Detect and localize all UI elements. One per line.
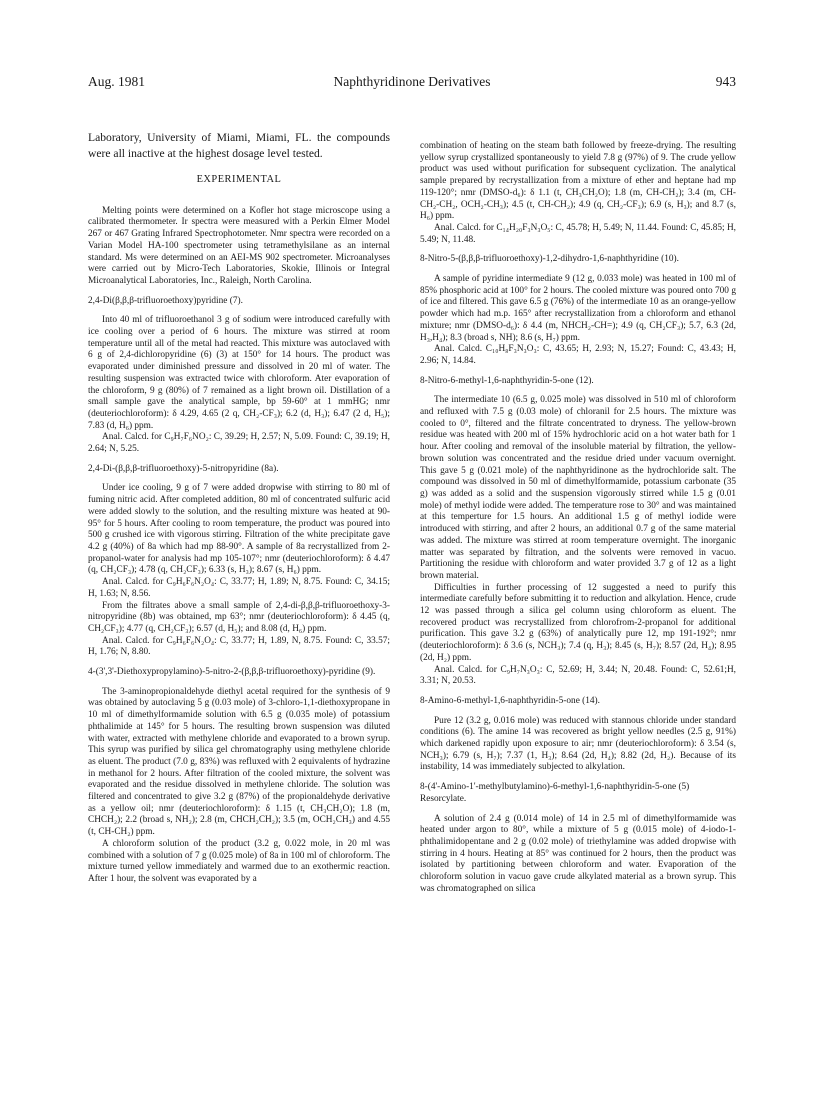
section-heading-experimental: EXPERIMENTAL	[196, 174, 282, 185]
compound-title-9: 4-(3',3'-Diethoxypropylamino)-5-nitro-2-(β,β,β-trifluoroethoxy)-pyridine (9).	[88, 667, 376, 678]
paragraph-compound-12-purification: Difficulties in further processing of 12 suggested a need to purify this intermediate carefully before submitting it to reduction and alkylation. Hence, crude 12 was passed through a silica gel column using chloroform as eluent. The recovered product was recrystallized from chlorofrom-2-propanol for additional purification. This gave 3.2 g (63%) of analytically pure 12, mp 191-192°; nmr (deuteriochloroform): δ 3.6 (s, NCH₃); 7.4 (q, H₃); 8.45 (s, H₇); 8.57 (2d, H₄); 8.95 (2d, H₂) ppm.	[420, 582, 736, 663]
header-page-number: 943	[715, 74, 736, 89]
paragraph-compound-9-continued: A chloroform solution of the product (3.2 g, 0.022 mole, in 20 ml was combined with a solution of 7 g (0.025 mole) of 8a in 100 ml of chloroform. The mixture turned yellow immediately and warmed due to an exothermic reaction. After 1 hour, the solvent was evaporated by a	[88, 838, 390, 884]
paragraph-compound-12: The intermediate 10 (6.5 g, 0.025 mole) was dissolved in 510 ml of chloroform and refluxed with 7.5 g (0.03 mole) of chloranil for 2.5 hours. The mixture was cooled to 0°, filtered and the filtrate concentrated to dryness. The yellow-brown residue was heated with 200 ml of 15% hydrochloric acid on a hot water bath for 1 hour. After cooling and removal of the insoluble material by filtration, the yellow-brown solution was concentrated and the residue dried under vacuum overnight. This gave 5 g (0.021 mole) of the naphthyridinone as the hydrochloride salt. The compound was dissolved in 50 ml of dimethylformamide, potassium carbonate (35 g) was added as a solid and the suspension vigorously stirred while 1.5 g (0.01 mole) of methyl iodide were added. The temperature rose to 30° and was maintained at this temperture for 1.5 hours. An additional 1.5 g of methyl iodide were introduced with stirring, and after 2 hours, an additional 0.7 g of the same material was added. The mixture was stirred at room temperature overnight. The inorganic matter was separated by filtration, and the solvents were removed in vacuo. Partitioning the residue with chloroform and water provided 3.7 g of 12 as a light brown material.	[420, 395, 736, 581]
analysis-compound-8a: Anal. Calcd. for C₉H₆F₆N₂O₄: C, 33.77; H, 1.89; N, 8.75. Found: C, 34.15; H, 1.63; N, 8.56.	[88, 577, 390, 599]
compound-title-12: 8-Nitro-6-methyl-1,6-naphthyridin-5-one (12).	[420, 375, 594, 386]
header-date: Aug. 1981	[88, 74, 145, 89]
analysis-compound-8b: Anal. Calcd. for C₉H₆F₆N₂O₄: C, 33.77; H, 1.89, N, 8.75. Found: C, 33.57; H, 1.76; N, 8.80.	[88, 635, 390, 658]
analysis-compound-9: Anal. Calcd. for C₁₄H₂₀F₃N₃O₅: C, 45.78; H, 5.49; N, 11.44. Found: C, 45.85; H, 5.49; N, 11.48.	[420, 222, 736, 245]
paragraph-compound-10: A sample of pyridine intermediate 9 (12 g, 0.033 mole) was heated in 100 ml of 85% phosphoric acid at 100° for 2 hours. The cooled mixture was poured onto 700 g of ice and filtered. This gave 6.5 g (76%) of the intermediate 10 as an orange-yellow powder which had m.p. 165° after recrystallization from a chloroform and ethanol mixture; nmr (DMSO-d₆): δ 4.4 (m, NHCH₂-CH=); 4.9 (q, CH₂CF₃); 5.7, 6.3 (2d, H₃,H₄); 8.3 (broad s, NH); 8.6 (s, H₇) ppm.	[420, 274, 736, 343]
compound-title-7: 2,4-Di(β,β,β-trifluoroethoxy)pyridine (7).	[88, 295, 243, 306]
analysis-compound-7: Anal. Calcd. for C₉H₇F₆NO₂: C, 39.29; H, 2.57; N, 5.09. Found: C, 39.19; H, 2.64; N, 5.25.	[88, 432, 390, 455]
header-journal-title: Naphthyridinone Derivatives	[333, 74, 491, 89]
paragraph-methods: Melting points were determined on a Kofler hot stage microscope using a calibrated thermometer. Ir spectra were measured with a Perkin Elmer Model 267 or 467 Grating Infrared Spectrophotometer. Nmr spectra were recorded on a Varian Model HA-100 spectrometer using tetramethylsilane as an internal standard. Ms were determined on an AEI-MS 902 spectrometer. Microanalyses were carried out by Micro-Tech Laboratories, Skokie, Illinois or Integral Microanalytical Laboratories, Inc., Raleigh, North Carolina.	[88, 205, 390, 286]
paragraph-compound-9: The 3-aminopropionaldehyde diethyl acetal required for the synthesis of 9 was obtained by autoclaving 5 g (0.03 mole) of 3-chloro-1,1-diethoxypropane in 10 ml of dimethylformamide solution with 6.5 g (0.035 mole) of potassium phthalimide at 145° for 5 hours. The resulting brown suspension was diluted with water, extracted with methylene chloride and evaporated to a brown syrup. This syrup was purified by silica gel chromatography using methylene chloride as eluent. The product (7.0 g, 83%) was refluxed with 2 equivalents of hydrazine in methanol for 2 hours. After filtration of the cooled mixture, the solvent was evaporated and the residue dissolved in methylene chloride. The solution was filtered and concentrated to give 3.2 g (87%) of the propionaldehyde derivative as a yellow oil; nmr (deuteriochloroform): δ 1.15 (t, CH₃CH₂O); 1.8 (m, CHCH₂); 2.2 (broad s, NH₂); 2.8 (m, CHCH₂CH₂); 3.5 (m, OCH₂CH₃) and 4.55 (t, CH-CH₂) ppm.	[88, 686, 390, 838]
compound-title-5: 8-(4'-Amino-1'-methylbutylamino)-6-methyl-1,6-naphthyridin-5-one (5) Resorcylate.	[420, 782, 690, 804]
compound-title-10: 8-Nitro-5-(β,β,β-trifluoroethoxy)-1,2-dihydro-1,6-naphthyridine (10).	[420, 254, 679, 265]
compound-title-8a: 2,4-Di-(β,β,β-trifluoroethoxy)-5-nitropyridine (8a).	[88, 463, 279, 474]
right-column	[420, 141, 736, 895]
paragraph-compound-9-end: combination of heating on the steam bath followed by freeze-drying. The resulting yellow syrup crystallized spontaneously to yield 7.8 g (97%) of 9. The crude yellow product was used without purification for subsequent cyclization. The analytical sample prepared by recrystallization from a mixture of ether and heptane had mp 119-120°; nmr (DMSO-d₆): δ 1.1 (t, CH₃CH₂O); 1.8 (m, CH-CH₂); 3.4 (m, CH-CH₂-CH₂, OCH₂-CH₃); 4.5 (t, CH-CH₂); 4.9 (q, CH₂-CF₃); 6.9 (s, H₃); and 8.7 (s, H₆) ppm.	[420, 141, 736, 222]
analysis-compound-10: Anal. Calcd. C₁₀H₈F₃N₃O₃: C, 43.65; H, 2.93; N, 15.27; Found: C, 43.43; H, 2.96; N, 14.84.	[420, 344, 736, 366]
running-header	[88, 74, 736, 92]
paragraph-compound-8a: Under ice cooling, 9 g of 7 were added dropwise with stirring to 80 ml of fuming nitric acid. After completed addition, 80 ml of concentrated sulfuric acid were added slowly to the solution, and the resulting mixture was heated at 90-95° for 5 hours. After cooling to room temperature, the product was poured into 500 g crushed ice with vigorous stirring. Filtration of the white precipitate gave 4.2 g (40%) of 8a which had mp 88-90°. A sample of 8a recrystallized from 2-propanol-water for analysis had mp 105-107°; nmr (deuteriochloroform): δ 4.47 (q, CH₂CF₃); 4.78 (q, CH₂CF₃); 6.33 (s, H₃); 8.67 (s, H₆) ppm.	[88, 483, 390, 576]
paragraph-compound-14: Pure 12 (3.2 g, 0.016 mole) was reduced with stannous chloride under standard conditions (6). The amine 14 was recovered as bright yellow needles (2.5 g, 91%) which darkened rapidly upon exposure to air; nmr (deuteriochloroform): δ 3.54 (s, NCH₃); 6.79 (s, H₇); 7.37 (1, H₃); 8.64 (2d, H₄); 8.82 (2d, H₂). Because of its instability, 14 was immediately subjected to alkylation.	[420, 715, 736, 773]
left-column	[88, 130, 390, 886]
compound-title-14: 8-Amino-6-methyl-1,6-naphthyridin-5-one (14).	[420, 695, 600, 706]
analysis-compound-12: Anal. Calcd. for C₉H₇N₃O₃: C, 52.69; H, 3.44; N, 20.48. Found: C, 52.61;H, 3.31; N, 20.53.	[420, 664, 736, 687]
paragraph-compound-7: Into 40 ml of trifluoroethanol 3 g of sodium were introduced carefully with ice cooling over a period of 6 hours. The mixture was stirred at room temperature until all of the metal had reacted. This mixture was autoclaved with 6 g of 2,4-dichloropyridine (6) (3) at 150° for 14 hours. The product was evaporated under diminished pressure and dissolved in 20 ml of water. The resulting suspension was extracted twice with chloroform. Ater evaporation of the chloroform, 9 g (80%) of 7 remained as a light brown oil. Distillation of a small sample gave the analytical sample, bp 59-60° at 1 mmHG; nmr (deuteriochloroform): δ 4.29, 4.65 (2 q, CH₂-CF₃); 6.2 (d, H₃); 6.47 (2 d, H₅); 7.83 (d, H₆) ppm.	[88, 315, 390, 431]
lead-paragraph: Laboratory, University of Miami, Miami, FL. the compounds were all inactive at the highest dosage level tested.	[88, 131, 390, 160]
paragraph-compound-5: A solution of 2.4 g (0.014 mole) of 14 in 2.5 ml of dimethylformamide was heated under argon to 80°, while a mixture of 5 g (0.015 mole) of 4-iodo-1-phthalimidopentane and 2 g (0.02 mole) of triethylamine was added dropwise with stirring in 4 hours. Heating at 85° was continued for 2 hours, then the product was isolated by partitioning between chloroform and water. Evaporation of the chloroform solution in vacuo gave crude alkylated material as a brown syrup. This was chromatographed on silica	[420, 813, 736, 894]
paragraph-compound-8b: From the filtrates above a small sample of 2,4-di-β,β,β-trifluoroethoxy-3-nitropyridine (8b) was obtained, mp 63°; nmr (deuteriochloroform): δ 4.45 (q, CH₂CF₃); 4.77 (q, CH₂CF₃); 6.57 (d, H₅); and 8.08 (d, H₆) ppm.	[88, 600, 390, 634]
